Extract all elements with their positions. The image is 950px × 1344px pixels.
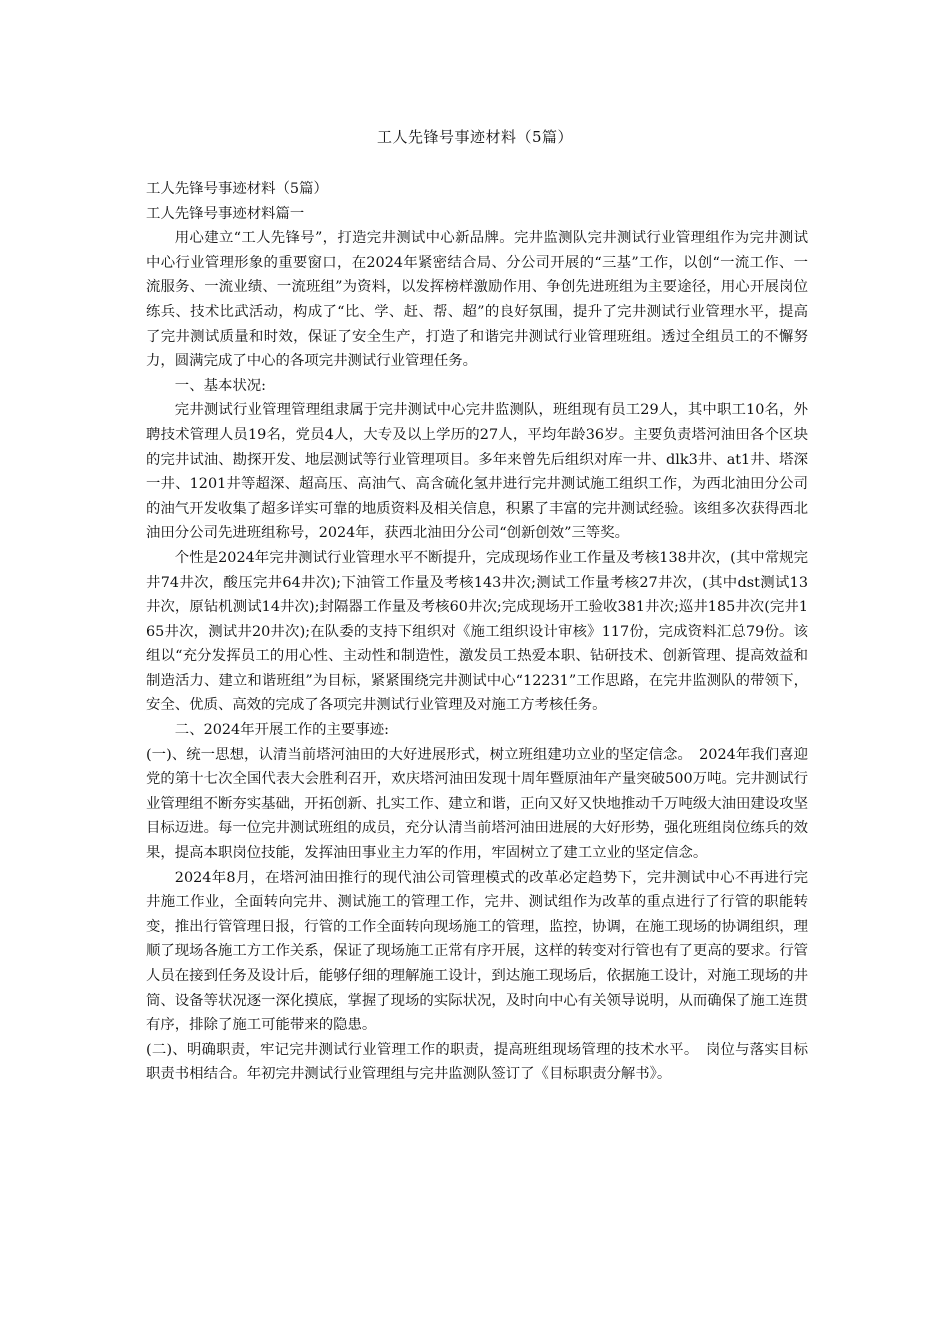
heading-main-deeds: 二、2024年开展工作的主要事迹: <box>174 722 389 739</box>
deed-two-paragraph: (二)、明确职责，牢记完井测试行业管理工作的职责，提高班组现场管理的技术水平。 岗位与落实目标职责书相结合。年初完井测试行业管理组与完井监测队签订了《目标职责分解书》。 <box>146 1041 808 1083</box>
achievements-paragraph: 个性是2024年完井测试行业管理水平不断提升，完成现场作业工作量及考核138井次，(其中常规完井74井次，酸压完井64井次);下油管工作量及考核143井次;测试工作量考核27井次，(其中dst测试13井次，原钻机测试14井次);封隔器工作量及考核60井次;完成现场开工验收381井次;巡井185井次(完井165井次，测试井20井次);在队委的支持下组织对《施工组织设计审核》117份，完成资料汇总79份。该组以“充分发挥员工的用心性、主动性和制造性，激发员工热爱本职、钻研技术、创新管理、提高效益和制造活力、建立和谐班组”为目标，紧紧围绕完井测试中心“12231”工作思路，在完井监测队的带领下，安全、优质、高效的完成了各项完井测试行业管理及对施工方考核任务。 <box>146 549 808 714</box>
section-heading-article-one: 工人先锋号事迹材料篇一 <box>146 205 305 222</box>
intro-paragraph: 用心建立“工人先锋号”，打造完井测试中心新品牌。完井监测队完井测试行业管理组作为完井测试中心行业管理形象的重要窗口，在2024年紧密结合局、分公司开展的“三基”工作，以创“一流工作、一流服务、一流业绩、一流班组”为资料，以发挥榜样激励作用、争创先进班组为主要途径，用心开展岗位练兵、技术比武活动，构成了“比、学、赶、帮、超”的良好氛围，提升了完井测试行业管理水平，提高了完井测试质量和时效，保证了安全生产，打造了和谐完井测试行业管理班组。透过全组员工的不懈努力，圆满完成了中心的各项完井测试行业管理任务。 <box>146 230 808 370</box>
document-body <box>146 177 808 1087</box>
deed-one-paragraph: (一)、统一思想，认清当前塔河油田的大好进展形式，树立班组建功立业的坚定信念。 2024年我们喜迎党的第十七次全国代表大会胜利召开，欢庆塔河油田发现十周年暨原油年产量突破500万吨。完井测试行业管理组不断夯实基础，开拓创新、扎实工作、建立和谐，正向又好又快地推动千万吨级大油田建设攻坚目标迈进。每一位完井测试班组的成员，充分认清当前塔河油田进展的大好形势，强化班组岗位练兵的效果，提高本职岗位技能，发挥油田事业主力军的作用，牢固树立了建工立业的坚定信念。 <box>146 746 808 862</box>
heading-basic-situation: 一、基本状况: <box>174 377 266 394</box>
reform-paragraph: 2024年8月，在塔河油田推行的现代油公司管理模式的改革必定趋势下，完井测试中心不再进行完井施工作业，全面转向完井、测试施工的管理工作，完井、测试组作为改革的重点进行了行管的职能转变，推出行管管理日报，行管的工作全面转向现场施工的管理，监控，协调，在施工现场的协调组织，理顺了现场各施工方工作关系，保证了现场施工正常有序开展，这样的转变对行管也有了更高的要求。行管人员在接到任务及设计后，能够仔细的理解施工设计，到达施工现场后，依据施工设计，对施工现场的井筒、设备等状况逐一深化摸底，掌握了现场的实际状况，及时向中心有关领导说明，从而确保了施工连贯有序，排除了施工可能带来的隐患。 <box>146 869 808 1034</box>
basic-situation-paragraph: 完井测试行业管理管理组隶属于完井测试中心完井监测队，班组现有员工29人，其中职工10名，外聘技术管理人员19名，党员4人，大专及以上学历的27人，平均年龄36岁。主要负责塔河油田各个区块的完井试油、勘探开发、地层测试等行业管理项目。多年来曾先后组织对库一井、dlk3井、at1井、塔深一井、1201井等超深、超高压、高油气、高含硫化氢井进行完井测试施工组织工作，为西北油田分公司的油气开发收集了超多详实可靠的地质资料及相关信息，积累了丰富的完井测试经验。该组多次获得西北油田分公司先进班组称号，2024年，获西北油田分公司“创新创效”三等奖。 <box>146 402 808 542</box>
repeated-title-line: 工人先锋号事迹材料（5篇） <box>146 181 328 197</box>
document-title: 工人先锋号事迹材料（5篇） <box>376 128 574 146</box>
